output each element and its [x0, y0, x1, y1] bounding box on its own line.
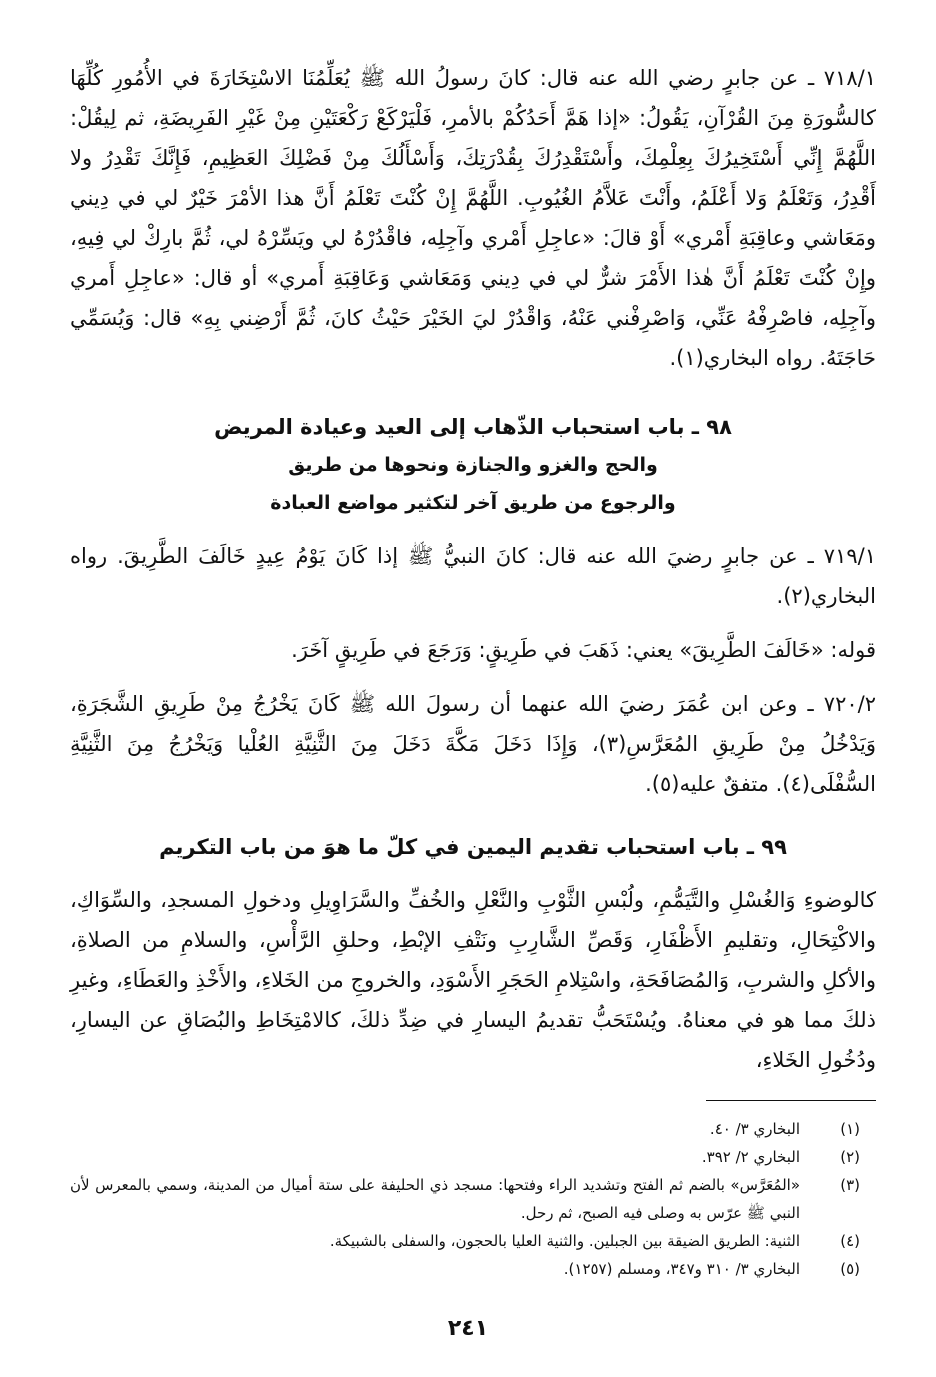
- footnote-number: (٢): [840, 1148, 860, 1166]
- chapter-99-title: ٩٩ ـ باب استحباب تقديم اليمين في كلّ ما هوَ من باب التكريم: [159, 835, 787, 859]
- hadith-719: ٧١٩/١ ـ عن جابرٍ رضيَ الله عنه قال: كانَ النبيُّ ﷺ إذا كَانَ يَوْمُ عِيدٍ خَالَفَ الطَّرِيقَ. رواه البخاري(٢).: [70, 544, 876, 608]
- page-body: [70, 58, 876, 1283]
- footnote: [70, 1227, 876, 1255]
- footnote: [70, 1171, 876, 1227]
- hadith-720: ٧٢٠/٢ ـ وعن ابن عُمَرَ رضيَ الله عنهما أن رسولَ الله ﷺ كَانَ يَخْرُجُ مِنْ طَرِيقِ الشَّجَرَةِ، وَيَدْخُلُ مِنْ طَرِيقِ المُعَرَّسِ(٣)، وَإِذَا دَخَلَ مَكَّةَ دَخَلَ مِنَ الثَّنِيَّةِ العُلْيا وَيَخْرُجُ مِنَ الثَّنِيَّةِ السُّفْلَى(٤). متفقٌ عليه(٥).: [70, 692, 876, 796]
- hadith-718: ٧١٨/١ ـ عن جابرٍ رضي الله عنه قال: كانَ رسولُ الله ﷺ يُعَلِّمُنَا الاسْتِخَارَةَ في الأُمُورِ كُلِّهَا كالسُّورَةِ مِنَ القُرْآنِ، يَقُولُ: «إذا هَمَّ أَحَدُكُمْ بالأمرِ، فَلْيَرْكَعْ رَكْعَتَيْنِ مِنْ غَيْرِ الفَرِيضَةِ، ثم لِيقُلْ: اللَّهُمَّ إِنِّي أَسْتَخِيرُكَ بِعِلْمِكَ، وأَسْتَقْدِرُكَ بِقُدْرَتِكَ، وَأَسْأَلُكَ مِنْ فَضْلِكَ العَظِيمِ، فَإِنَّكَ تَقْدِرُ ولا أَقْدِرُ، وَتَعْلَمُ وَلا أَعْلَمُ، وأَنْتَ عَلاَّمُ الغُيُوبِ. اللَّهُمَّ إِنْ كُنْتَ تَعْلَمُ أَنَّ هذا الأمْرَ خَيْرٌ لي في دِيني ومَعَاشي وعاقِبَةِ أَمْري» أَوْ قالَ: «عاجِلِ أَمْري وآجِلِه، فاقْدُرْهُ لي ويَسِّرْهُ لي، ثُمَّ بارِكْ لي فِيهِ، وإِنْ كُنْتَ تَعْلَمُ أَنَّ هٰذا الأَمْرَ شرٌّ لي في دِيني وَمَعَاشي وَعَاقِبَةِ أَمري» أو قال: «عاجِلِ أَمري وآجِلِه، فاصْرِفْهُ عَنِّي، وَاصْرِفْني عَنْهُ، وَاقْدُرْ ليَ الخَيْرَ حَيْثُ كانَ، ثُمَّ أَرْضِني بِهِ» قال: وَيُسَمِّي حَاجَتَهُ. رواه البخاري(١).: [70, 66, 876, 370]
- footnote-separator: [706, 1100, 876, 1101]
- footnote-text: البخاري ٣/ ٣١٠ و٣٤٧، ومسلم (١٢٥٧).: [563, 1260, 800, 1278]
- footnote-text: الثنية: الطريق الضيقة بين الجبلين. والثنية العليا بالحجون، والسفلى بالشبيكة.: [329, 1232, 800, 1250]
- chapter-99-intro: كالوضوءِ وَالغُسْلِ والتَّيَمُّمِ، ولُبْسِ الثَّوْبِ والنَّعْلِ والخُفِّ والسَّرَاوِيلِ ودخولِ المسجدِ، والسِّوَاكِ، والاكْتِحَالِ، وتقليمِ الأَظْفَارِ، وَقَصِّ الشَّارِبِ ونَتْفِ الإبْطِ، وحلقِ الرَّأْسِ، والسلامِ من الصلاةِ، والأكلِ والشربِ، وَالمُصَافَحَةِ، واسْتِلامِ الحَجَرِ الأَسْوَدِ، والخروجِ من الخَلاءِ، والأَخْذِ والعَطَاءِ، وغيرِ ذلكَ مما هو في معناهُ. ويُسْتَحَبُّ تقديمُ اليسارِ في ضِدِّ ذلكَ، كالامْتِخَاطِ والبُصَاقِ عن اليسارِ، ودُخُولِ الخَلاءِ،: [70, 888, 876, 1072]
- footnote-number: (٣): [840, 1176, 860, 1194]
- footnote-text: «المُعَرَّس» بالضم ثم الفتح وتشديد الراء وفتحها: مسجد ذي الحليفة على ستة أميال من المدينة، وسمي بالمعرس لأن النبي ﷺ عرّس به وصلى فيه الصبح، ثم رحل.: [70, 1176, 800, 1222]
- footnote-number: (٥): [840, 1260, 860, 1278]
- footnote: [70, 1143, 876, 1171]
- footnote-text: البخاري ٣/ ٤٠.: [709, 1120, 800, 1138]
- footnotes-list: [70, 1115, 876, 1283]
- footnote: [70, 1115, 876, 1143]
- chapter-98-subtitle-1: والحج والغزو والجنازة ونحوها من طريق: [288, 454, 658, 476]
- footnote-number: (٤): [840, 1232, 860, 1250]
- page-number: ٢٤١: [447, 1316, 489, 1341]
- chapter-98-subtitle-2: والرجوع من طريق آخر لتكثير مواضع العبادة: [270, 492, 676, 514]
- footnote-text: البخاري ٢/ ٣٩٢.: [701, 1148, 800, 1166]
- chapter-98-title: ٩٨ ـ باب استحباب الذّهاب إلى العيد وعيادة المريض: [214, 415, 732, 439]
- footnote-number: (١): [840, 1120, 860, 1138]
- note-719: قوله: «خَالَفَ الطَّرِيقَ» يعني: ذَهَبَ في طَرِيقٍ: وَرَجَعَ في طَرِيقٍ آخَرَ.: [291, 638, 876, 662]
- footnote: [70, 1255, 876, 1283]
